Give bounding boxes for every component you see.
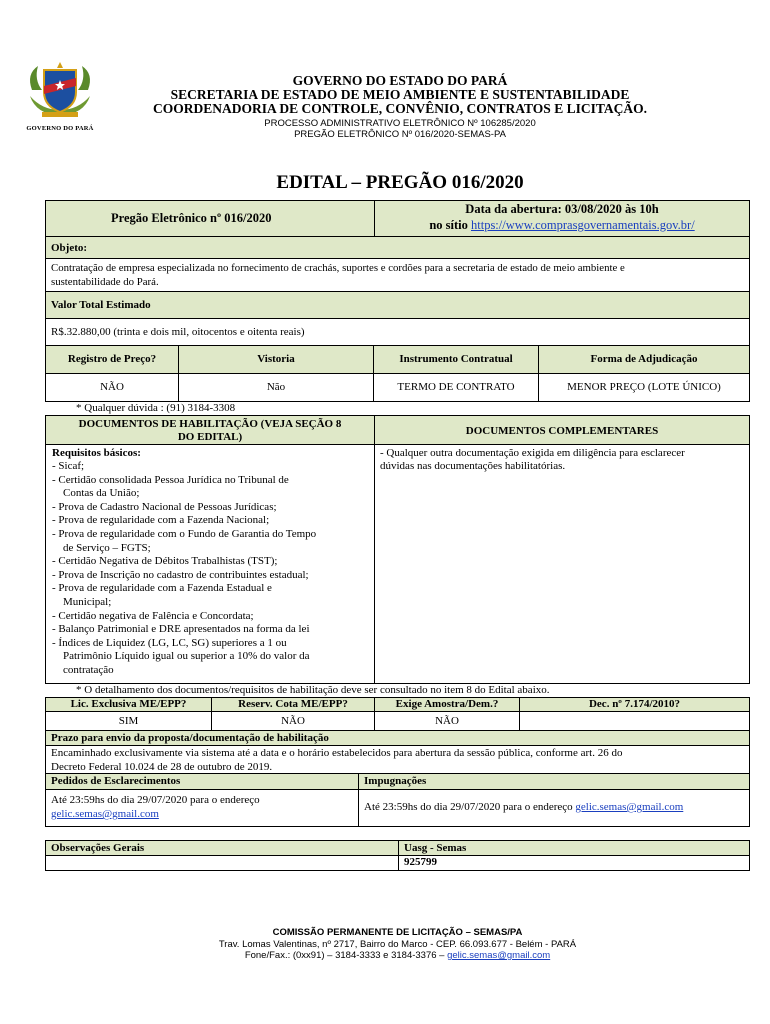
requisito-item: - Certidão Negativa de Débitos Trabalhistas (TST);	[52, 555, 278, 568]
prazo-text-2: Decreto Federal 10.024 de 28 de outubro de 2019.	[51, 761, 273, 773]
requisito-item: contratação	[63, 663, 114, 676]
valor-text: R$.32.880,00 (trinta e dois mil, oitocentos e oitenta reais)	[51, 326, 305, 338]
footer-contact	[45, 950, 750, 961]
footer-commission: COMISSÃO PERMANENTE DE LICITAÇÃO – SEMAS/PA	[272, 927, 523, 938]
duvida-note: * Qualquer dúvida : (91) 3184-3308	[76, 402, 236, 414]
objeto-text-1: Contratação de empresa especializada no fornecimento de crachás, suportes e cordões para a secretaria de estado de meio ambiente e	[51, 262, 625, 274]
info-value-3: TERMO DE CONTRATO	[397, 381, 515, 393]
requisito-item: - Prova de regularidade com a Fazenda Nacional;	[52, 514, 270, 527]
impugnacoes-email-link[interactable]: gelic.semas@gmail.com	[575, 801, 684, 813]
requisito-item: Contas da União;	[63, 487, 140, 500]
uasg-value: 925799	[404, 856, 437, 868]
requisito-item: Patrimônio Líquido igual ou superior a 10% do valor da	[63, 650, 310, 663]
uasg-body	[398, 855, 750, 871]
complementares-body	[374, 444, 750, 684]
esclarecimentos-text: Até 23:59hs do dia 29/07/2020 para o endereço	[51, 794, 260, 806]
site-line	[374, 219, 750, 232]
observacoes-body	[45, 855, 399, 871]
me-value-1: SIM	[118, 715, 139, 727]
esclarecimentos-label: Pedidos de Esclarecimentos	[51, 775, 181, 787]
objeto-label: Objeto:	[51, 242, 88, 254]
site-prefix: no sítio	[429, 218, 471, 232]
header-secretariat: SECRETARIA DE ESTADO DE MEIO AMBIENTE E SUSTENTABILIDADE	[170, 87, 630, 102]
esclarecimentos-email-link[interactable]: gelic.semas@gmail.com	[51, 808, 159, 820]
requisito-item: - Sicaf;	[52, 460, 85, 472]
pregao-label: Pregão Eletrônico nº 016/2020	[111, 211, 272, 225]
header-government: GOVERNO DO ESTADO DO PARÁ	[292, 73, 508, 88]
impugnacoes-text: Até 23:59hs do dia 29/07/2020 para o endereço	[364, 801, 576, 813]
requisito-item: - Balanço Patrimonial e DRE apresentados na forma da lei	[52, 623, 310, 636]
footer-phone: Fone/Fax.: (0xx91) – 3184-3333 e 3184-3376 –	[244, 950, 448, 961]
impugnacoes-line	[364, 801, 683, 814]
info-header-label-3: Instrumento Contratual	[399, 353, 513, 365]
prazo-text-1: Encaminhado exclusivamente via sistema até a data e o horário estabelecidos para abertura da sessão pública, conforme art. 26 do	[51, 747, 623, 759]
me-header-label-2: Reserv. Cota ME/EPP?	[238, 698, 348, 710]
info-value-4: MENOR PREÇO (LOTE ÚNICO)	[567, 381, 721, 393]
abertura-date: Data da abertura: 03/08/2020 às 10h	[465, 202, 659, 216]
habilitacao-header-2: DO EDITAL)	[177, 431, 243, 443]
requisito-item: - Prova de Cadastro Nacional de Pessoas Jurídicas;	[52, 500, 277, 513]
uasg-label: Uasg - Semas	[404, 842, 467, 854]
complementares-header-label: DOCUMENTOS COMPLEMENTARES	[465, 425, 659, 437]
info-header-label-2: Vistoria	[257, 353, 295, 365]
me-cell-4	[519, 711, 750, 731]
requisito-item: Municipal;	[63, 595, 112, 608]
requisito-item: - Prova de Inscrição no cadastro de contribuintes estadual;	[52, 568, 309, 581]
footer-address: Trav. Lomas Valentinas, nº 2717, Bairro do Marco - CEP. 66.093.677 - Belém - PARÁ	[218, 939, 577, 950]
requisito-item: de Serviço – FGTS;	[63, 541, 151, 554]
state-crest-logo	[22, 60, 98, 132]
header-coordination: COORDENADORIA DE CONTROLE, CONVÊNIO, CONTRATOS E LICITAÇÃO.	[153, 101, 647, 116]
logo-caption: GOVERNO DO PARÁ	[26, 125, 94, 132]
habilitacao-header-1: DOCUMENTOS DE HABILITAÇÃO (VEJA SEÇÃO 8	[78, 418, 342, 430]
footer-email-link[interactable]: gelic.semas@gmail.com	[447, 950, 551, 961]
me-header-label-1: Lic. Exclusiva ME/EPP?	[70, 698, 187, 710]
me-header-label-3: Exige Amostra/Dem.?	[395, 698, 499, 710]
requisito-item: - Prova de regularidade com a Fazenda Estadual e	[52, 582, 272, 595]
requisito-item: - Certidão consolidada Pessoa Jurídica no Tribunal de	[52, 473, 289, 486]
requisitos-list	[52, 460, 316, 678]
detalhamento-note: * O detalhamento dos documentos/requisitos de habilitação deve ser consultado no item 8 do Edital abaixo.	[76, 684, 550, 696]
requisitos-title: Requisitos básicos:	[52, 447, 141, 459]
info-header-label-4: Forma de Adjudicação	[590, 353, 698, 365]
site-link[interactable]: https://www.comprasgovernamentais.gov.br/	[471, 218, 695, 232]
info-value-1: NÃO	[100, 381, 124, 393]
observacoes-label: Observações Gerais	[51, 842, 145, 854]
crest-icon	[22, 60, 98, 120]
prazo-label: Prazo para envio da proposta/documentação de habilitação	[51, 732, 329, 744]
requisito-item: - Índices de Liquidez (LG, LC, SG) superiores a 1 ou	[52, 636, 287, 649]
pregao-number: PREGÃO ELETRÔNICO Nº 016/2020-SEMAS-PA	[294, 129, 506, 140]
complementares-text-1: - Qualquer outra documentação exigida em diligência para esclarecer	[380, 447, 685, 459]
info-header-label-1: Registro de Preço?	[67, 353, 157, 365]
process-number: PROCESSO ADMINISTRATIVO ELETRÔNICO Nº 106285/2020	[264, 118, 536, 129]
me-value-2: NÃO	[281, 715, 305, 727]
objeto-header	[45, 236, 750, 259]
requisito-item: - Certidão negativa de Falência e Concordata;	[52, 609, 254, 622]
info-value-2: Não	[266, 381, 286, 393]
me-header-label-4: Dec. nº 7.174/2010?	[588, 698, 680, 710]
objeto-text-2: sustentabilidade do Pará.	[51, 276, 159, 288]
requisito-item: - Prova de regularidade com o Fundo de Garantia do Tempo	[52, 527, 317, 540]
valor-label: Valor Total Estimado	[51, 299, 151, 311]
me-value-3: NÃO	[435, 715, 459, 727]
page-title: EDITAL – PREGÃO 016/2020	[276, 172, 524, 193]
complementares-text-2: dúvidas nas documentações habilitatórias.	[380, 460, 566, 472]
impugnacoes-label: Impugnações	[364, 775, 427, 787]
